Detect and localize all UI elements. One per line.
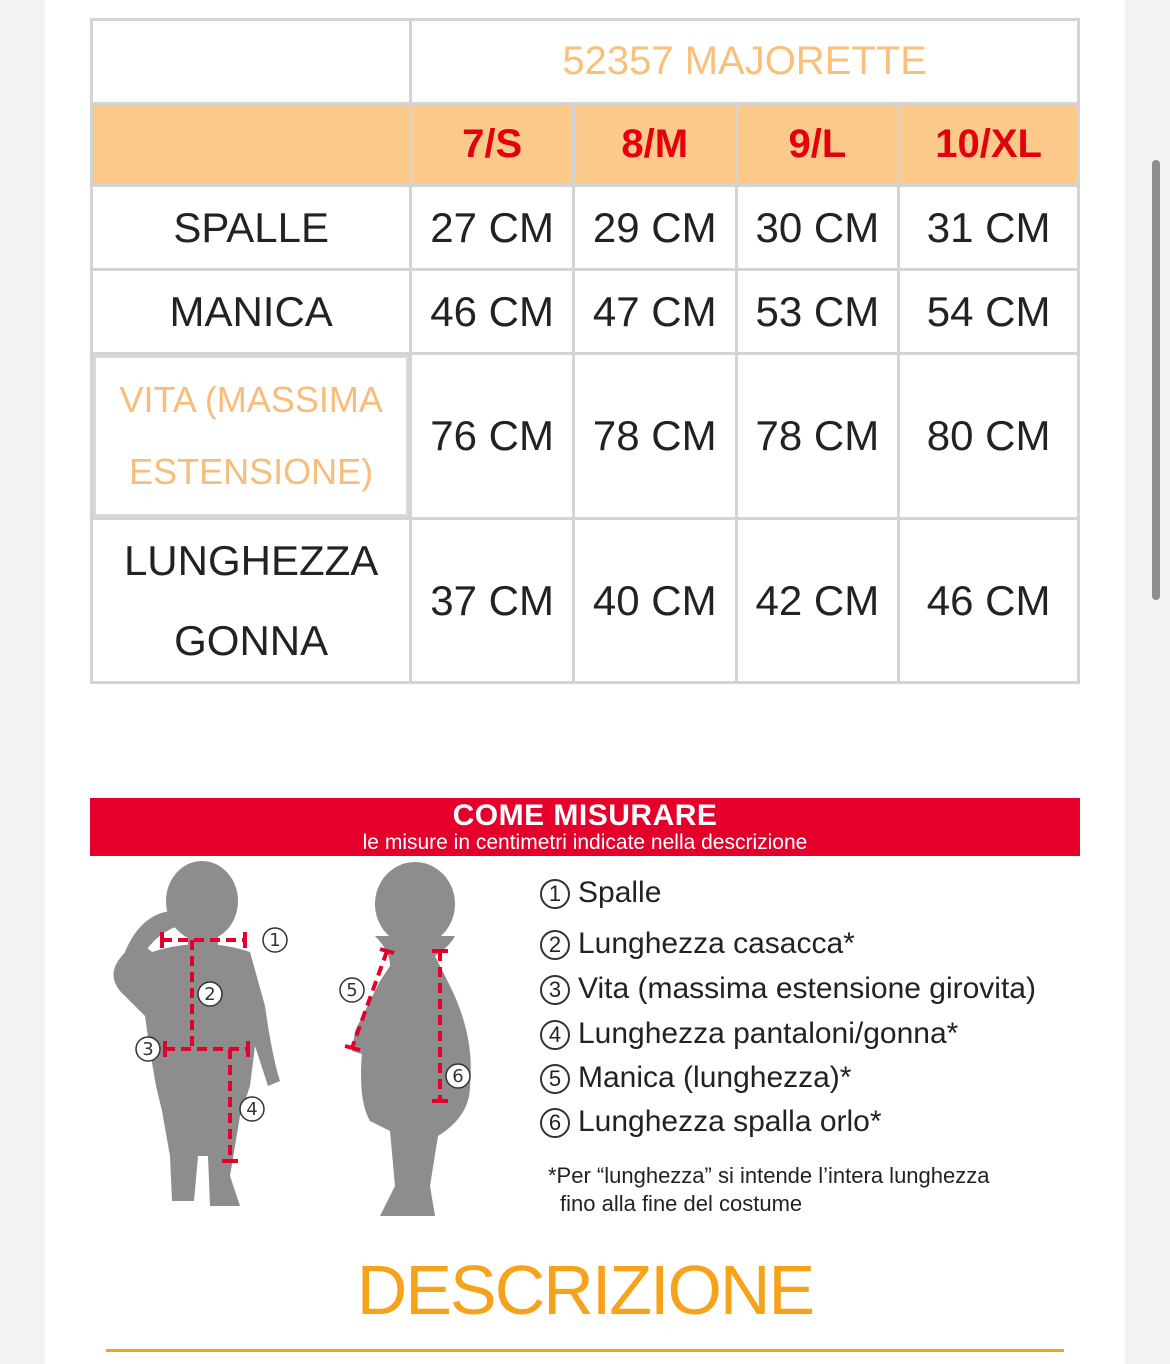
legend-text: Spalle [578,876,662,909]
legend-item [540,1105,882,1139]
number-badge: 1 [540,879,570,909]
table-cell: 31 CM [900,187,1077,268]
banner-title: COME MISURARE [452,799,718,832]
child-figure-side [352,862,471,1216]
table-cell: 78 CM [575,355,735,517]
product-title: 52357 MAJORETTE [412,21,1077,102]
child-figure-front [113,861,280,1206]
figure-label-1: 1 [269,930,281,951]
legend-item [540,876,661,910]
footnote-line: fino alla fine del costume [560,1191,803,1216]
scrollbar[interactable] [1152,160,1160,600]
table-cell: 30 CM [738,187,898,268]
table-cell: 40 CM [575,520,735,681]
table-cell: 78 CM [738,355,898,517]
table-cell: 54 CM [900,271,1077,352]
description-divider [106,1349,1064,1352]
number-badge: 3 [540,975,570,1005]
table-cell: 29 CM [575,187,735,268]
table-cell: 42 CM [738,520,898,681]
table-cell: 76 CM [412,355,572,517]
number-badge: 4 [540,1020,570,1050]
table-cell: 27 CM [412,187,572,268]
legend-text: Vita (massima estensione girovita) [578,972,1036,1005]
description-heading: DESCRIZIONE [356,1251,814,1329]
row-label-manica: MANICA [93,271,409,352]
legend-item [540,1061,851,1095]
size-header: 9/L [738,105,898,184]
legend-item [540,972,1036,1006]
row-label-line: GONNA [174,616,329,664]
measurement-figures-illustration [90,856,540,1236]
legend-text: Lunghezza casacca* [578,927,855,960]
number-badge: 5 [540,1064,570,1094]
legend-footnote [548,1162,989,1218]
how-to-measure-banner [90,798,1080,856]
number-badge: 2 [540,930,570,960]
figure-label-2: 2 [204,984,216,1005]
size-chart-table [90,18,1080,684]
size-header: 10/XL [900,105,1077,184]
row-label-line: VITA (MASSIMA [119,379,383,420]
table-cell: 80 CM [900,355,1077,517]
row-label-line: ESTENSIONE) [129,451,374,492]
footnote-line: *Per “lunghezza” si intende l’intera lunghezza [548,1163,990,1188]
figure-label-5: 5 [346,980,358,1001]
size-header: 8/M [575,105,735,184]
number-badge: 6 [540,1108,570,1138]
legend-text: Manica (lunghezza)* [578,1061,852,1094]
table-cell: 47 CM [575,271,735,352]
table-cell: 37 CM [412,520,572,681]
legend-text: Lunghezza pantaloni/gonna* [578,1017,959,1050]
legend-item [540,927,855,961]
header-empty-cell [93,105,409,184]
table-cell: 46 CM [412,271,572,352]
row-label-lunghezza-gonna [93,520,409,681]
row-label-spalle: SPALLE [93,187,409,268]
legend-item [540,1017,958,1051]
banner-subtitle: le misure in centimetri indicate nella descrizione [362,831,808,854]
figure-label-4: 4 [246,1099,258,1120]
size-header: 7/S [412,105,572,184]
table-corner-cell [93,21,409,102]
table-cell: 53 CM [738,271,898,352]
row-label-line: LUNGHEZZA [123,536,379,584]
legend-text: Lunghezza spalla orlo* [578,1105,882,1138]
figure-label-6: 6 [452,1066,464,1087]
table-cell: 46 CM [900,520,1077,681]
how-to-measure-panel [90,798,1080,1238]
row-label-vita [93,355,409,517]
figure-label-3: 3 [142,1039,154,1060]
